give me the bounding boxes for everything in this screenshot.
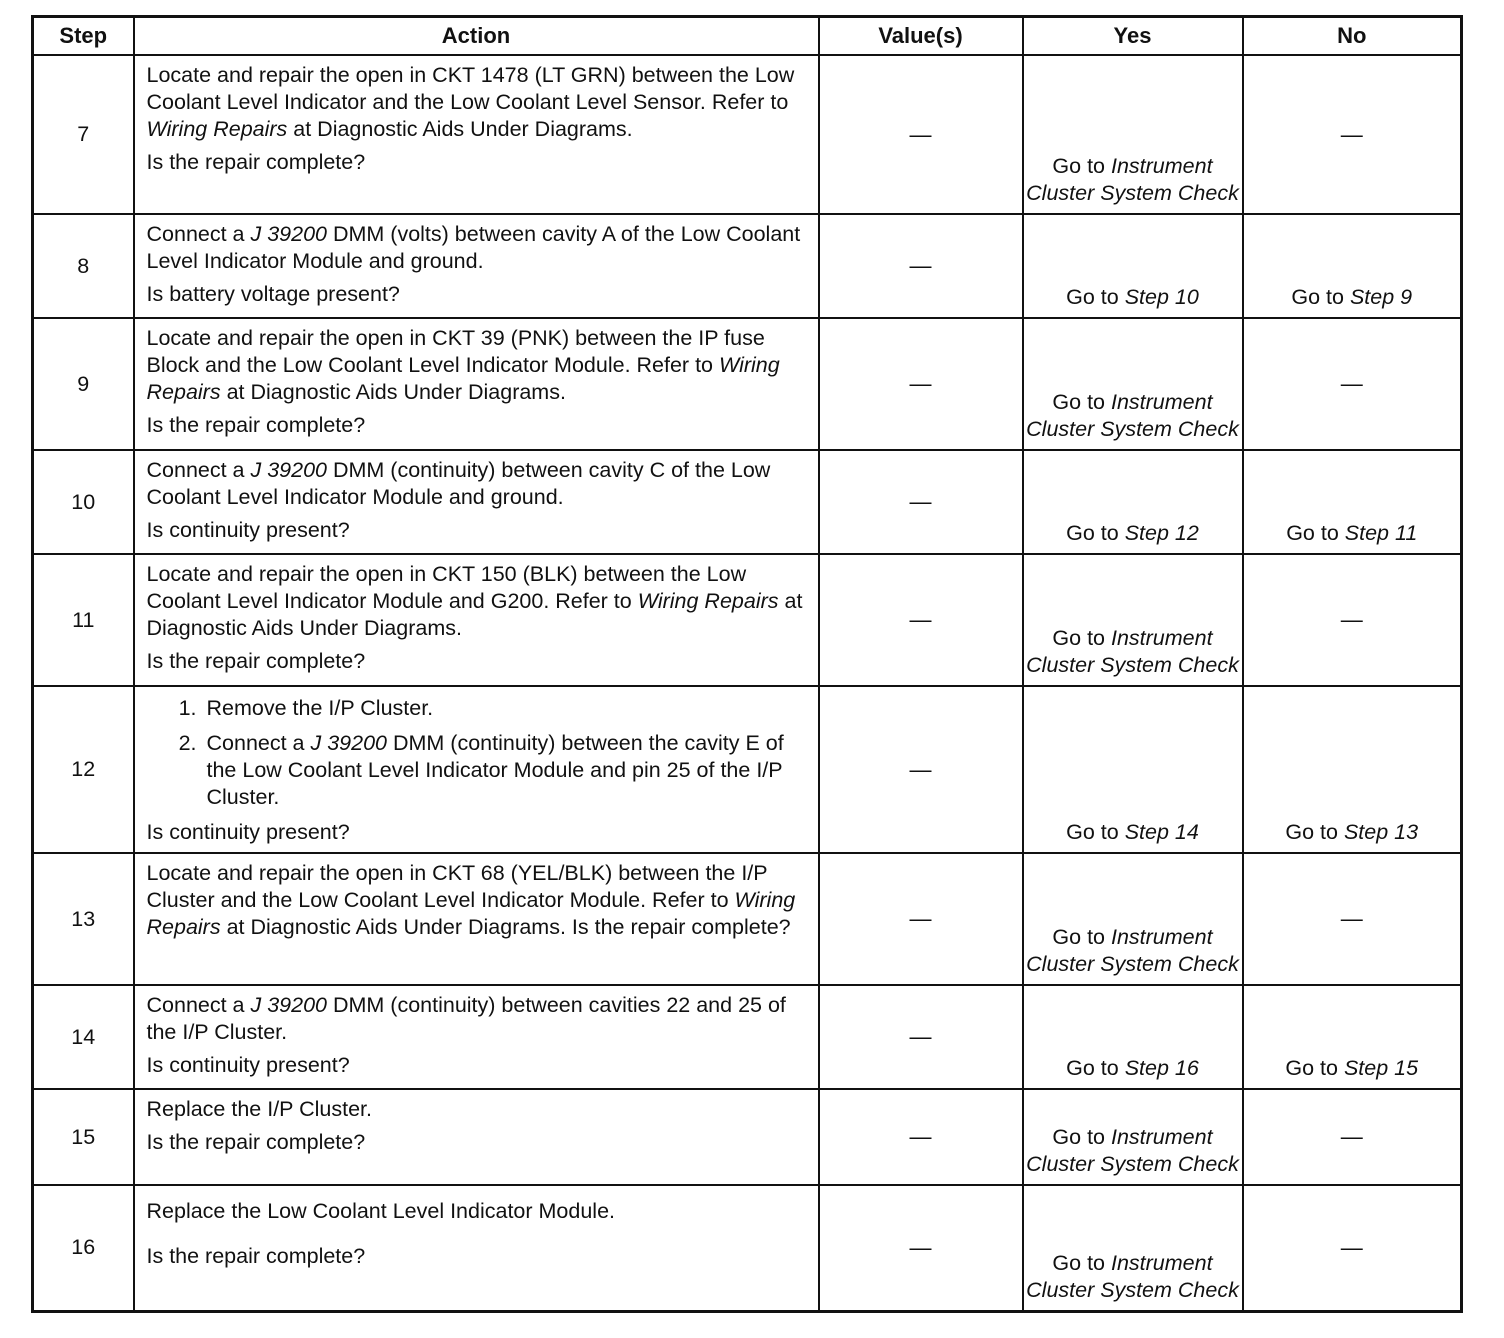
table-row <box>33 214 1462 318</box>
action-question: Is the repair complete? <box>146 1244 366 1268</box>
table-row <box>33 55 1462 214</box>
value-cell: — <box>819 55 1023 214</box>
no-cell: Go to Step 9 <box>1243 214 1462 318</box>
header-yes: Yes <box>1023 17 1243 56</box>
yes-cell: Go to Instrument Cluster System Check <box>1023 853 1243 985</box>
table-row <box>33 985 1462 1089</box>
step-number: 12 <box>33 686 134 853</box>
action-cell <box>134 318 819 450</box>
header-action: Action <box>134 17 819 56</box>
action-text: Connect a J 39200 DMM (continuity) between cavities 22 and 25 of the I/P Cluster. <box>146 993 786 1044</box>
action-text: Locate and repair the open in CKT 68 (YEL/BLK) between the I/P Cluster and the Low Coolant Level Indicator Module. Refer to Wiring Repairs at Diagnostic Aids Under Diagrams. Is the repair complete? <box>146 861 796 939</box>
no-cell: — <box>1243 554 1462 686</box>
value-cell: — <box>819 1185 1023 1311</box>
diagnostic-table <box>31 15 1463 1313</box>
action-cell <box>134 1089 819 1185</box>
header-step: Step <box>33 17 134 56</box>
action-question: Is battery voltage present? <box>146 282 400 306</box>
action-question: Is the repair complete? <box>146 413 366 437</box>
value-cell: — <box>819 853 1023 985</box>
yes-cell: Go to Step 10 <box>1023 214 1243 318</box>
no-cell: Go to Step 13 <box>1243 686 1462 853</box>
action-question: Is the repair complete? <box>146 649 366 673</box>
header-values: Value(s) <box>819 17 1023 56</box>
step-number: 16 <box>33 1185 134 1311</box>
table-row <box>33 554 1462 686</box>
yes-cell: Go to Instrument Cluster System Check <box>1023 1089 1243 1185</box>
action-text: Locate and repair the open in CKT 39 (PNK) between the IP fuse Block and the Low Coolant Level Indicator Module. Refer to Wiring Repairs at Diagnostic Aids Under Diagrams. <box>146 326 780 404</box>
action-cell <box>134 554 819 686</box>
step-number: 8 <box>33 214 134 318</box>
action-text: Locate and repair the open in CKT 150 (BLK) between the Low Coolant Level Indicator Module and G200. Refer to Wiring Repairs at Diagnostic Aids Under Diagrams. <box>146 562 803 640</box>
no-cell: Go to Step 15 <box>1243 985 1462 1089</box>
action-cell <box>134 1185 819 1311</box>
action-text: Connect a J 39200 DMM (volts) between cavity A of the Low Coolant Level Indicator Module and ground. <box>146 222 801 273</box>
action-cell <box>134 985 819 1089</box>
action-text: Connect a J 39200 DMM (continuity) between cavity C of the Low Coolant Level Indicator Module and ground. <box>146 458 771 509</box>
no-cell: — <box>1243 1185 1462 1311</box>
action-question: Is continuity present? <box>146 518 350 542</box>
value-cell: — <box>819 318 1023 450</box>
list-item: 2. Connect a J 39200 DMM (continuity) between the cavity E of the Low Coolant Level Indicator Module and pin 25 of the I/P Cluster. <box>203 730 812 811</box>
step-number: 11 <box>33 554 134 686</box>
table-row <box>33 1185 1462 1311</box>
yes-cell: Go to Step 12 <box>1023 450 1243 554</box>
yes-cell: Go to Step 16 <box>1023 985 1243 1089</box>
value-cell: — <box>819 554 1023 686</box>
step-number: 7 <box>33 55 134 214</box>
value-cell: — <box>819 985 1023 1089</box>
action-cell <box>134 853 819 985</box>
action-question: Is continuity present? <box>146 1053 350 1077</box>
value-cell: — <box>819 686 1023 853</box>
value-cell: — <box>819 214 1023 318</box>
action-question: Is the repair complete? <box>146 150 366 174</box>
header-row <box>33 17 1462 56</box>
action-text: Replace the I/P Cluster. <box>146 1097 372 1121</box>
action-text: Locate and repair the open in CKT 1478 (LT GRN) between the Low Coolant Level Indicator and the Low Coolant Level Sensor. Refer to Wiring Repairs at Diagnostic Aids Under Diagrams. <box>146 63 795 141</box>
yes-cell: Go to Instrument Cluster System Check <box>1023 318 1243 450</box>
action-question: Is continuity present? <box>146 820 350 844</box>
table-row <box>33 853 1462 985</box>
yes-cell: Go to Instrument Cluster System Check <box>1023 554 1243 686</box>
step-number: 9 <box>33 318 134 450</box>
step-number: 13 <box>33 853 134 985</box>
no-cell: — <box>1243 853 1462 985</box>
action-cell <box>134 214 819 318</box>
step-number: 14 <box>33 985 134 1089</box>
no-cell: Go to Step 11 <box>1243 450 1462 554</box>
header-no: No <box>1243 17 1462 56</box>
no-cell: — <box>1243 1089 1462 1185</box>
table-row <box>33 450 1462 554</box>
yes-cell: Go to Instrument Cluster System Check <box>1023 1185 1243 1311</box>
yes-cell: Go to Step 14 <box>1023 686 1243 853</box>
table-row <box>33 1089 1462 1185</box>
value-cell: — <box>819 1089 1023 1185</box>
step-number: 15 <box>33 1089 134 1185</box>
action-text: Replace the Low Coolant Level Indicator Module. <box>146 1199 616 1223</box>
value-cell: — <box>819 450 1023 554</box>
action-cell <box>134 450 819 554</box>
step-number: 10 <box>33 450 134 554</box>
table-row <box>33 686 1462 853</box>
action-question: Is the repair complete? <box>146 1130 366 1154</box>
table-row <box>33 318 1462 450</box>
action-cell <box>134 686 819 853</box>
no-cell: — <box>1243 55 1462 214</box>
yes-cell: Go to Instrument Cluster System Check <box>1023 55 1243 214</box>
action-list <box>147 695 812 811</box>
action-cell <box>134 55 819 214</box>
list-item: 1. Remove the I/P Cluster. <box>203 695 812 722</box>
no-cell: — <box>1243 318 1462 450</box>
